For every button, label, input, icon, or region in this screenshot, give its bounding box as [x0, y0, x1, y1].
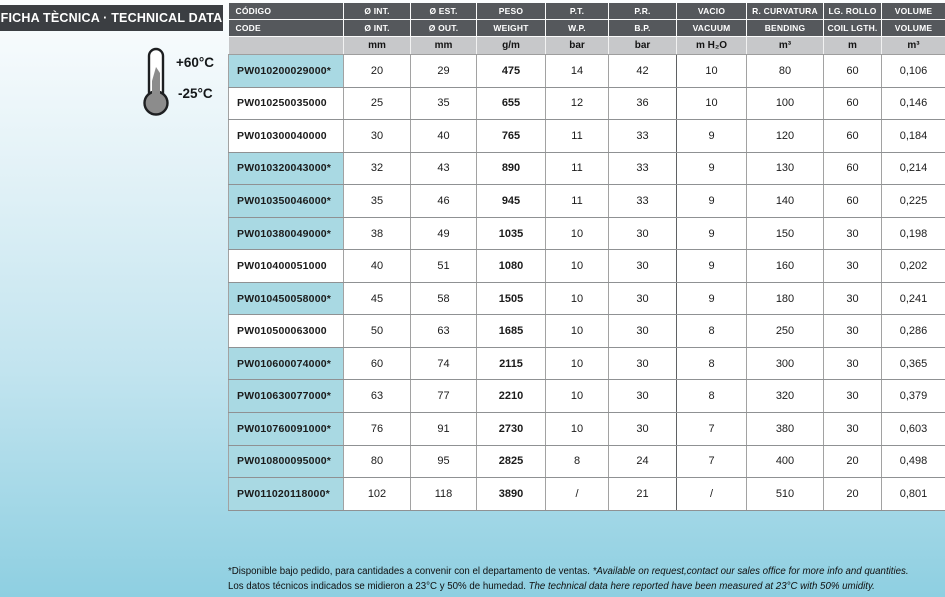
value-cell: 30	[609, 413, 677, 446]
value-cell: 63	[344, 380, 411, 413]
table-row	[229, 250, 945, 283]
value-cell: 400	[747, 445, 824, 478]
value-cell: 0,801	[882, 478, 945, 511]
code-cell: PW010300040000	[229, 120, 344, 153]
code-cell: PW010250035000	[229, 87, 344, 120]
code-cell: PW011020118000*	[229, 478, 344, 511]
header-codigo: CÓDIGO	[229, 3, 344, 20]
value-cell: 91	[411, 413, 477, 446]
header-d-est: Ø EST.	[411, 3, 477, 20]
value-cell: 0,184	[882, 120, 945, 153]
footnote-line-2	[228, 580, 940, 595]
value-cell: 42	[609, 55, 677, 88]
unit-pr: bar	[609, 37, 677, 55]
value-cell: 32	[344, 152, 411, 185]
footnote	[228, 565, 940, 594]
value-cell: 890	[477, 152, 546, 185]
value-cell: 0,198	[882, 217, 945, 250]
value-cell: 51	[411, 250, 477, 283]
value-cell: 30	[609, 282, 677, 315]
value-cell: 2210	[477, 380, 546, 413]
table-row	[229, 87, 945, 120]
value-cell: 3890	[477, 478, 546, 511]
value-cell: 475	[477, 55, 546, 88]
header-d-out: Ø OUT.	[411, 20, 477, 37]
header-code: CODE	[229, 20, 344, 37]
header-volume-en: VOLUME	[882, 20, 945, 37]
table-body	[229, 55, 945, 511]
value-cell: 60	[824, 55, 882, 88]
value-cell: 12	[546, 87, 609, 120]
unit-d-est: mm	[411, 37, 477, 55]
value-cell: 180	[747, 282, 824, 315]
table-row	[229, 445, 945, 478]
value-cell: 250	[747, 315, 824, 348]
header-wp: W.P.	[546, 20, 609, 37]
value-cell: 10	[546, 347, 609, 380]
value-cell: 76	[344, 413, 411, 446]
value-cell: 0,365	[882, 347, 945, 380]
value-cell: 140	[747, 185, 824, 218]
value-cell: 9	[677, 282, 747, 315]
value-cell: 20	[824, 478, 882, 511]
code-cell: PW010760091000*	[229, 413, 344, 446]
value-cell: 35	[411, 87, 477, 120]
code-cell: PW010350046000*	[229, 185, 344, 218]
value-cell: 21	[609, 478, 677, 511]
value-cell: 118	[411, 478, 477, 511]
header-row-en	[229, 20, 945, 37]
value-cell: 9	[677, 217, 747, 250]
table-row	[229, 478, 945, 511]
value-cell: 20	[824, 445, 882, 478]
value-cell: 49	[411, 217, 477, 250]
value-cell: 60	[824, 87, 882, 120]
value-cell: 102	[344, 478, 411, 511]
value-cell: 120	[747, 120, 824, 153]
footnote-1-en: *Available on request,contact our sales office for more info and quantities.	[592, 566, 909, 577]
value-cell: 30	[824, 413, 882, 446]
value-cell: 1080	[477, 250, 546, 283]
thermometer-svg	[142, 47, 176, 117]
value-cell: 30	[609, 315, 677, 348]
table-row	[229, 315, 945, 348]
value-cell: 11	[546, 152, 609, 185]
value-cell: 0,146	[882, 87, 945, 120]
header-coil-lgth: COIL LGTH.	[824, 20, 882, 37]
code-cell: PW010380049000*	[229, 217, 344, 250]
value-cell: 7	[677, 413, 747, 446]
value-cell: 8	[677, 380, 747, 413]
value-cell: 8	[677, 315, 747, 348]
value-cell: 25	[344, 87, 411, 120]
value-cell: 29	[411, 55, 477, 88]
header-d-int: Ø INT.	[344, 3, 411, 20]
value-cell: 150	[747, 217, 824, 250]
table-row	[229, 185, 945, 218]
value-cell: 33	[609, 185, 677, 218]
header-weight: WEIGHT	[477, 20, 546, 37]
value-cell: 30	[609, 380, 677, 413]
value-cell: 46	[411, 185, 477, 218]
value-cell: 380	[747, 413, 824, 446]
header-vacuum: VACUUM	[677, 20, 747, 37]
header-d-int-en: Ø INT.	[344, 20, 411, 37]
value-cell: 30	[824, 282, 882, 315]
value-cell: 30	[824, 347, 882, 380]
header-rollo: LG. ROLLO	[824, 3, 882, 20]
code-cell: PW010320043000*	[229, 152, 344, 185]
value-cell: 30	[824, 380, 882, 413]
value-cell: 38	[344, 217, 411, 250]
value-cell: 60	[824, 185, 882, 218]
unit-curvatura: m³	[747, 37, 824, 55]
value-cell: 10	[546, 217, 609, 250]
value-cell: 60	[824, 120, 882, 153]
value-cell: 7	[677, 445, 747, 478]
unit-volume: m³	[882, 37, 945, 55]
footnote-2-en: The technical data here reported have been measured at 23°C with 50% umidity.	[528, 580, 875, 592]
thermometer-icon	[142, 47, 176, 117]
value-cell: 30	[609, 250, 677, 283]
value-cell: 9	[677, 250, 747, 283]
value-cell: 2730	[477, 413, 546, 446]
value-cell: 36	[609, 87, 677, 120]
table-row	[229, 347, 945, 380]
table-row	[229, 282, 945, 315]
value-cell: 14	[546, 55, 609, 88]
value-cell: 10	[546, 250, 609, 283]
value-cell: 30	[609, 347, 677, 380]
value-cell: 0,106	[882, 55, 945, 88]
value-cell: 10	[546, 282, 609, 315]
header-volume: VOLUME	[882, 3, 945, 20]
value-cell: 95	[411, 445, 477, 478]
code-cell: PW010630077000*	[229, 380, 344, 413]
value-cell: 33	[609, 120, 677, 153]
value-cell: 0,603	[882, 413, 945, 446]
code-cell: PW010600074000*	[229, 347, 344, 380]
value-cell: 80	[747, 55, 824, 88]
unit-vacio: m H₂O	[677, 37, 747, 55]
table-row	[229, 413, 945, 446]
value-cell: 10	[546, 315, 609, 348]
code-cell: PW010400051000	[229, 250, 344, 283]
page-title	[0, 5, 223, 31]
value-cell: 9	[677, 152, 747, 185]
value-cell: 11	[546, 120, 609, 153]
value-cell: 30	[344, 120, 411, 153]
value-cell: 30	[824, 217, 882, 250]
header-pr: P.R.	[609, 3, 677, 20]
value-cell: 30	[824, 315, 882, 348]
header-row-es	[229, 3, 945, 20]
header-vacio: VACIO	[677, 3, 747, 20]
value-cell: 40	[344, 250, 411, 283]
unit-peso: g/m	[477, 37, 546, 55]
footnote-line-1	[228, 565, 940, 580]
value-cell: 945	[477, 185, 546, 218]
value-cell: 30	[609, 217, 677, 250]
table-row	[229, 55, 945, 88]
value-cell: 0,498	[882, 445, 945, 478]
value-cell: 10	[546, 380, 609, 413]
page-title-text: FICHA TÈCNICA · TECHNICAL DATA	[0, 11, 223, 25]
value-cell: 130	[747, 152, 824, 185]
footnote-2-es: Los datos técnicos indicados se midieron a 23°C y 50% de humedad.	[228, 580, 526, 592]
unit-pt: bar	[546, 37, 609, 55]
value-cell: 0,286	[882, 315, 945, 348]
table-row	[229, 217, 945, 250]
value-cell: 300	[747, 347, 824, 380]
value-cell: 2115	[477, 347, 546, 380]
value-cell: 655	[477, 87, 546, 120]
value-cell: 63	[411, 315, 477, 348]
table-row	[229, 152, 945, 185]
value-cell: 0,202	[882, 250, 945, 283]
temperature-min-label: -25°C	[178, 86, 213, 101]
temperature-max-label: +60°C	[176, 55, 215, 70]
unit-d-int: mm	[344, 37, 411, 55]
value-cell: 10	[677, 87, 747, 120]
value-cell: 0,379	[882, 380, 945, 413]
value-cell: 10	[677, 55, 747, 88]
value-cell: 2825	[477, 445, 546, 478]
value-cell: 0,225	[882, 185, 945, 218]
value-cell: 1505	[477, 282, 546, 315]
code-cell: PW010500063000	[229, 315, 344, 348]
code-cell: PW010450058000*	[229, 282, 344, 315]
value-cell: 9	[677, 185, 747, 218]
value-cell: 100	[747, 87, 824, 120]
value-cell: 24	[609, 445, 677, 478]
value-cell: 40	[411, 120, 477, 153]
header-peso: PESO	[477, 3, 546, 20]
units-row	[229, 37, 945, 55]
header-pt: P.T.	[546, 3, 609, 20]
value-cell: 45	[344, 282, 411, 315]
value-cell: 1685	[477, 315, 546, 348]
value-cell: 8	[546, 445, 609, 478]
unit-code	[229, 37, 344, 55]
value-cell: 58	[411, 282, 477, 315]
value-cell: 35	[344, 185, 411, 218]
value-cell: 765	[477, 120, 546, 153]
code-cell: PW010200029000*	[229, 55, 344, 88]
value-cell: 8	[677, 347, 747, 380]
unit-rollo: m	[824, 37, 882, 55]
header-bp: B.P.	[609, 20, 677, 37]
value-cell: 60	[824, 152, 882, 185]
value-cell: 320	[747, 380, 824, 413]
value-cell: 20	[344, 55, 411, 88]
value-cell: 43	[411, 152, 477, 185]
value-cell: 10	[546, 413, 609, 446]
value-cell: /	[546, 478, 609, 511]
value-cell: 77	[411, 380, 477, 413]
spec-table	[228, 3, 945, 511]
value-cell: 1035	[477, 217, 546, 250]
value-cell: 0,241	[882, 282, 945, 315]
value-cell: 60	[344, 347, 411, 380]
value-cell: 510	[747, 478, 824, 511]
table-row	[229, 120, 945, 153]
value-cell: 50	[344, 315, 411, 348]
value-cell: 74	[411, 347, 477, 380]
header-curvatura: R. CURVATURA	[747, 3, 824, 20]
code-cell: PW010800095000*	[229, 445, 344, 478]
table-header	[229, 3, 945, 55]
value-cell: 9	[677, 120, 747, 153]
value-cell: 0,214	[882, 152, 945, 185]
table-row	[229, 380, 945, 413]
value-cell: 11	[546, 185, 609, 218]
value-cell: 33	[609, 152, 677, 185]
value-cell: 80	[344, 445, 411, 478]
footnote-1-es: *Disponible bajo pedido, para cantidades a convenir con el departamento de ventas.	[228, 566, 590, 577]
value-cell: 30	[824, 250, 882, 283]
header-bending: BENDING	[747, 20, 824, 37]
value-cell: 160	[747, 250, 824, 283]
value-cell: /	[677, 478, 747, 511]
